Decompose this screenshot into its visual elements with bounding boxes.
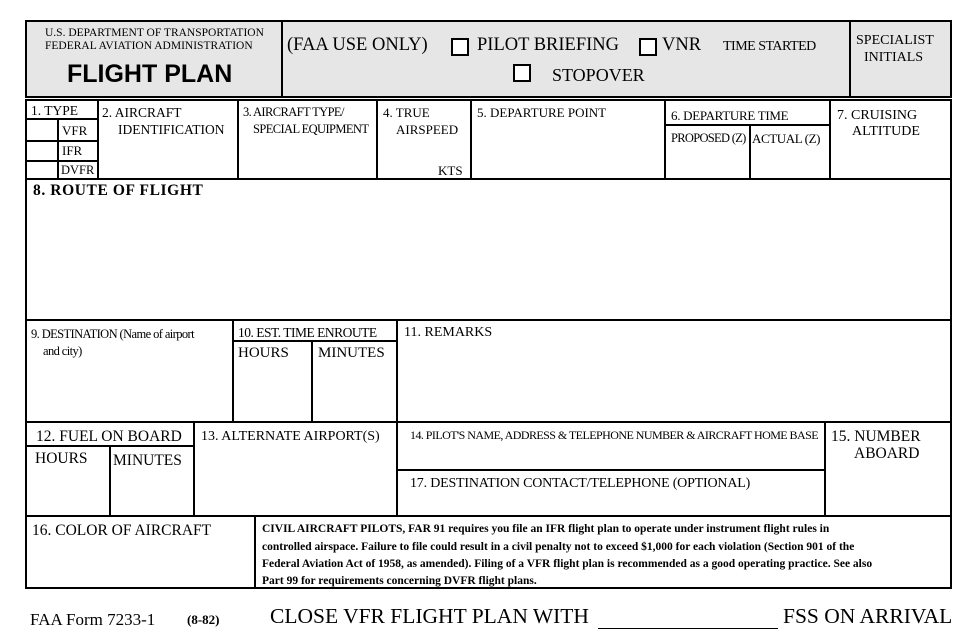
stopover-checkbox[interactable] (513, 64, 531, 82)
specialist-initials-box (849, 20, 952, 98)
destination-contact-box[interactable] (396, 469, 826, 517)
cruising-altitude-box[interactable] (829, 99, 952, 180)
vnr-label: VNR (662, 35, 702, 55)
notice-line-3: Federal Aviation Act of 1958, as amended). Filing of a VFR flight plan is recommended as a good operating practice. See also (262, 558, 873, 570)
form-number: FAA Form 7233-1 (30, 610, 156, 629)
dvfr-label: DVFR (61, 163, 95, 177)
actual-label: ACTUAL (Z) (752, 131, 821, 146)
vfr-label: VFR (62, 123, 88, 138)
aircraft-id-label-1: 2. AIRCRAFT (102, 105, 182, 120)
alternate-airports-label: 13. ALTERNATE AIRPORT(S) (201, 429, 380, 444)
fuel-hours-label: HOURS (35, 450, 88, 467)
actual-time-field[interactable] (751, 126, 829, 178)
ifr-label: IFR (62, 143, 83, 158)
proposed-time-field[interactable] (666, 126, 749, 178)
fuel-on-board-box (25, 421, 195, 517)
destination-contact-label: 17. DESTINATION CONTACT/TELEPHONE (OPTIONAL) (410, 476, 751, 491)
route-of-flight-box[interactable] (25, 178, 952, 321)
true-airspeed-unit: KTS (438, 163, 463, 178)
agency-header (25, 20, 283, 98)
remarks-box[interactable] (396, 319, 952, 423)
specialist-label-2: INITIALS (864, 50, 924, 65)
pilot-briefing-label: PILOT BRIEFING (477, 35, 620, 55)
cruising-altitude-label-2: ALTITUDE (852, 124, 920, 139)
type-box (25, 99, 99, 180)
fss-name-blank[interactable] (598, 607, 778, 629)
notice-line-4: Part 99 for requirements concerning DVFR flight plans. (262, 575, 537, 587)
departure-time-label: 6. DEPARTURE TIME (671, 108, 789, 123)
agency-line-2: FEDERAL AVIATION ADMINISTRATION (45, 40, 253, 52)
color-of-aircraft-box[interactable] (25, 515, 256, 589)
true-airspeed-box[interactable] (376, 99, 472, 180)
faa-use-only-label: (FAA USE ONLY) (287, 35, 428, 55)
est-time-enroute-box (232, 319, 398, 423)
type-option-vfr[interactable] (27, 120, 97, 140)
color-of-aircraft-label: 16. COLOR OF AIRCRAFT (32, 522, 212, 539)
destination-box[interactable] (25, 319, 234, 423)
close-vfr-text: CLOSE VFR FLIGHT PLAN WITH (270, 604, 589, 628)
destination-label-2: and city) (43, 344, 82, 358)
vnr-checkbox[interactable] (639, 38, 657, 56)
specialist-label-1: SPECIALIST (856, 33, 934, 48)
ete-minutes-field[interactable] (313, 342, 396, 421)
departure-time-box (664, 99, 831, 180)
agency-line-1: U.S. DEPARTMENT OF TRANSPORTATION (45, 27, 264, 39)
type-option-ifr[interactable] (27, 142, 97, 160)
notice-line-2: controlled airspace. Failure to file could result in a civil penalty not to exceed $1,000 for each violation (Section 901 of the (262, 541, 855, 553)
pilot-info-box[interactable] (396, 421, 826, 471)
route-of-flight-label: 8. ROUTE OF FLIGHT (33, 182, 204, 199)
departure-point-label: 5. DEPARTURE POINT (477, 105, 607, 120)
aircraft-type-box[interactable] (237, 99, 378, 180)
time-started-label: TIME STARTED (723, 39, 816, 54)
time-started-field[interactable] (717, 62, 845, 94)
notice-line-1: CIVIL AIRCRAFT PILOTS, FAR 91 requires you file an IFR flight plan to operate under instrument flight rules in (262, 523, 830, 535)
fuel-minutes-label: MINUTES (113, 452, 182, 469)
faa-use-only-section (281, 20, 715, 98)
pilot-briefing-checkbox[interactable] (451, 38, 469, 56)
aircraft-type-label-1: 3. AIRCRAFT TYPE/ (243, 105, 344, 119)
est-time-enroute-label: 10. EST. TIME ENROUTE (238, 325, 377, 340)
ete-hours-field[interactable] (234, 342, 311, 421)
type-option-dvfr[interactable] (27, 162, 97, 178)
number-aboard-label-1: 15. NUMBER (831, 428, 921, 445)
form-date: (8-82) (187, 612, 220, 627)
alternate-airports-box[interactable] (193, 421, 398, 517)
destination-label-1: 9. DESTINATION (Name of airport (31, 327, 194, 341)
departure-point-box[interactable] (470, 99, 666, 180)
proposed-label: PROPOSED (Z) (671, 131, 746, 145)
civil-pilots-notice (254, 515, 952, 589)
fuel-on-board-label: 12. FUEL ON BOARD (36, 428, 182, 445)
cruising-altitude-label-1: 7. CRUISING (837, 108, 918, 123)
time-started-box (713, 20, 851, 98)
remarks-label: 11. REMARKS (404, 325, 493, 340)
aircraft-identification-box[interactable] (97, 99, 239, 180)
pilot-info-label: 14. PILOT'S NAME, ADDRESS & TELEPHONE NUMBER & AIRCRAFT HOME BASE (410, 428, 819, 442)
ete-hours-label: HOURS (238, 345, 289, 361)
fss-on-arrival-text: FSS ON ARRIVAL (783, 604, 953, 628)
fuel-minutes-field[interactable] (111, 447, 193, 515)
stopover-label: STOPOVER (552, 65, 645, 85)
number-aboard-box[interactable] (824, 421, 952, 517)
number-aboard-label-2: ABOARD (854, 445, 920, 462)
form-title: FLIGHT PLAN (67, 60, 233, 88)
ete-minutes-label: MINUTES (318, 345, 385, 361)
aircraft-type-label-2: SPECIAL EQUIPMENT (253, 122, 369, 136)
true-airspeed-label-1: 4. TRUE (383, 105, 430, 120)
aircraft-id-label-2: IDENTIFICATION (118, 122, 225, 137)
type-label: 1. TYPE (31, 103, 79, 118)
specialist-initials-field[interactable] (855, 70, 947, 94)
fuel-hours-field[interactable] (27, 447, 109, 515)
true-airspeed-label-2: AIRSPEED (396, 122, 459, 137)
